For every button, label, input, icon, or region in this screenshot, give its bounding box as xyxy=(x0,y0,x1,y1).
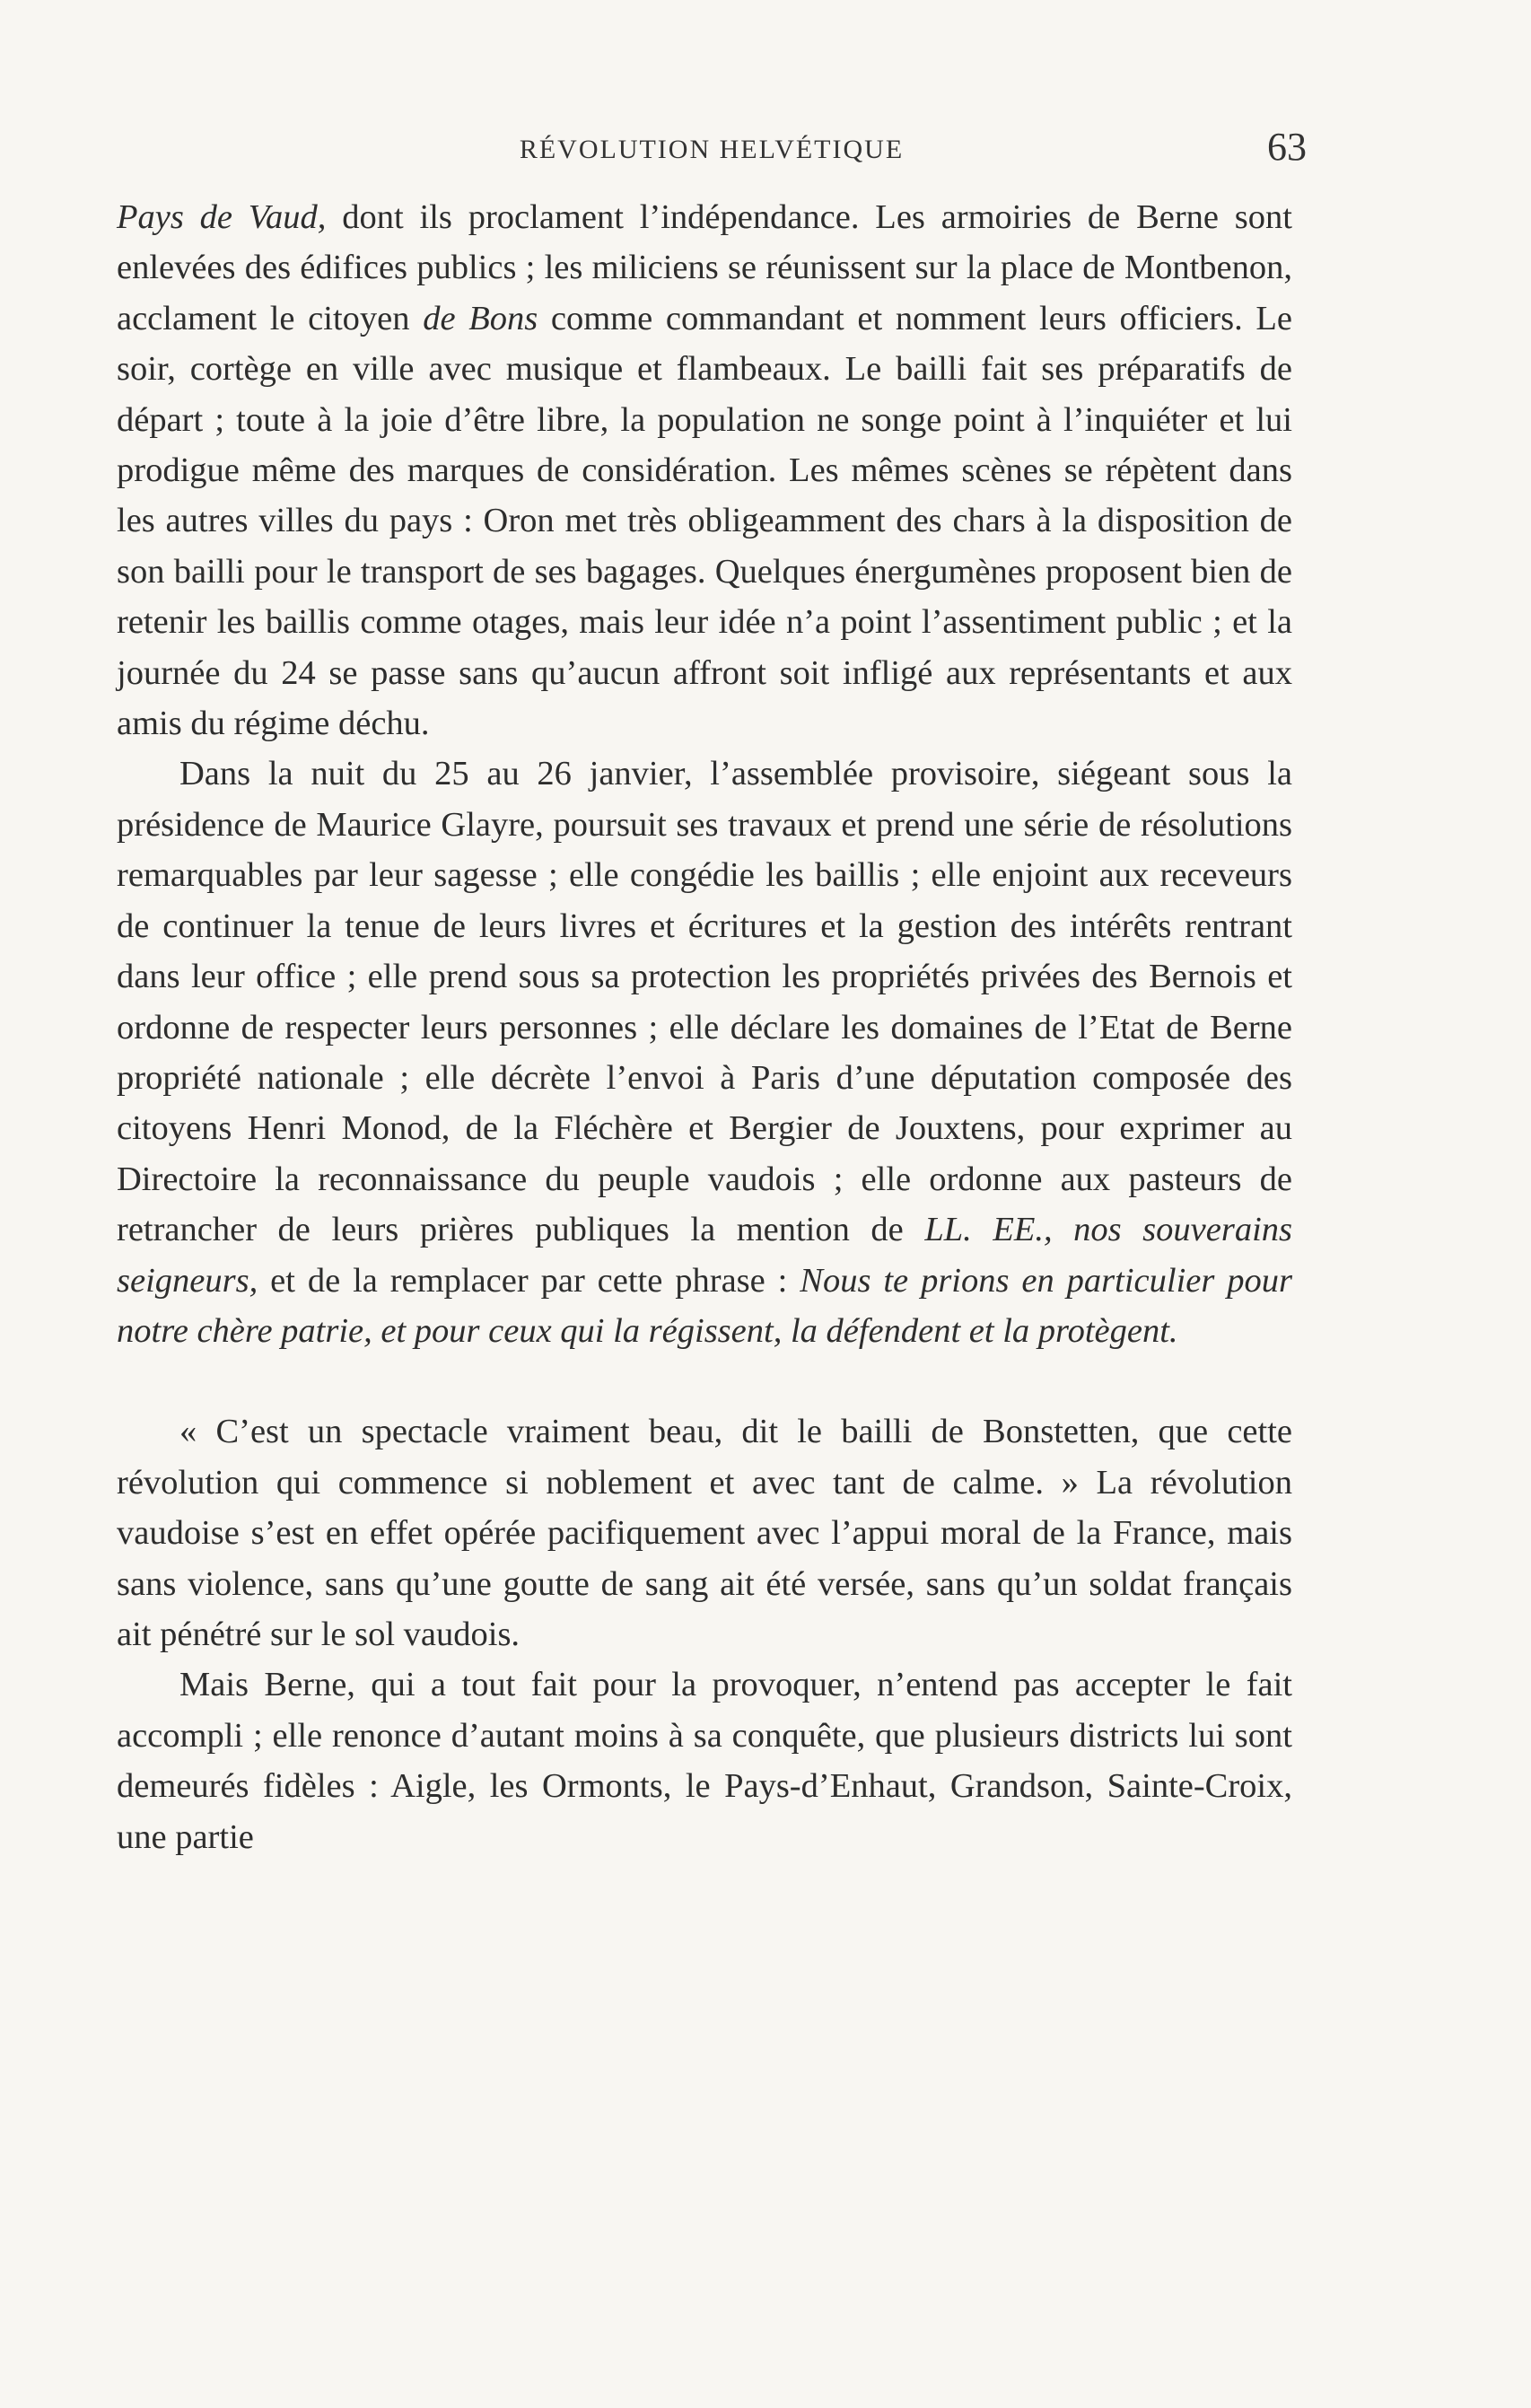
paragraph-3 xyxy=(117,1406,1292,1659)
text-segment: « C’est un spectacle vraiment beau, dit le bailli de Bonstetten, que cette révolution qui commence si noblement et avec tant de calme. » La révolution vaudoise s’est en effet opérée pacifiquement avec l’appui moral de la France, mais sans violence, sans qu’une goutte de sang ait été versée, sans qu’un soldat français ait pénétré sur le sol vaudois. xyxy=(117,1413,1292,1653)
body-text xyxy=(117,192,1292,1862)
text-segment-italic: LL. EE., nos souverains seigneurs, xyxy=(117,1211,1293,1300)
text-segment: dont ils proclament l’indépendance. Les armoiries de Berne sont enlevées des édifices publics ; les miliciens se réunissent sur la place de Montbenon, acclament le citoyen xyxy=(117,198,1292,337)
text-segment-italic: Pays de Vaud, xyxy=(117,198,327,236)
paragraph-2 xyxy=(117,749,1292,1356)
text-segment: Dans la nuit du 25 au 26 janvier, l’assemblée provisoire, siégeant sous la présidence de Maurice Glayre, poursuit ses travaux et prend une série de résolutions remarquables par leur sagesse ; elle congédie les baillis ; elle enjoint aux receveurs de continuer la tenue de leurs livres et écritures et la gestion des intérêts rentrant dans leur office ; elle prend sous sa protection les propriétés privées des Bernois et ordonne de respecter leurs personnes ; elle déclare les domaines de l’Etat de Berne propriété nationale ; elle décrète l’envoi à Paris d’une députation composée des citoyens Henri Monod, de la Fléchère et Bergier de Jouxtens, pour exprimer au Directoire la reconnaissance du peuple vaudois ; elle ordonne aux pasteurs de retrancher de leurs prières publiques la mention de xyxy=(117,755,1292,1249)
text-segment-italic: de Bons xyxy=(423,299,538,337)
text-segment: et de la remplacer par cette phrase : xyxy=(258,1261,800,1300)
running-header xyxy=(117,125,1307,174)
text-segment: comme commandant et nomment leurs officiers. Le soir, cortège en ville avec musique et flambeaux. Le bailli fait ses préparatifs de départ ; toute à la joie d’être libre, la population ne songe point à l’inquiéter et lui prodigue même des marques de considération. Les mêmes scènes se répètent dans les autres villes du pays : Oron met très obligeamment des chars à la disposition de son bailli pour le transport de ses bagages. Quelques énergumènes proposent bien de retenir les baillis comme otages, mais leur idée n’a point l’assentiment public ; et la journée du 24 se passe sans qu’aucun affront soit infligé aux représentants et aux amis du régime déchu. xyxy=(117,299,1293,743)
page-number: 63 xyxy=(1267,125,1307,169)
text-segment-italic: Nous te prions en particulier pour notre chère patrie, et pour ceux qui la régissent, la défendent et la protègent. xyxy=(117,1261,1292,1350)
paragraph-4 xyxy=(117,1659,1292,1862)
text-segment: Mais Berne, qui a tout fait pour la provoquer, n’entend pas accepter le fait accompli ; elle renonce d’autant moins à sa conquête, que plusieurs districts lui sont demeurés fidèles : Aigle, les Ormonts, le Pays-d’Enhaut, Grandson, Sainte-Croix, une partie xyxy=(117,1666,1292,1856)
running-title: RÉVOLUTION HELVÉTIQUE xyxy=(519,135,905,164)
paragraph-1 xyxy=(117,192,1292,749)
